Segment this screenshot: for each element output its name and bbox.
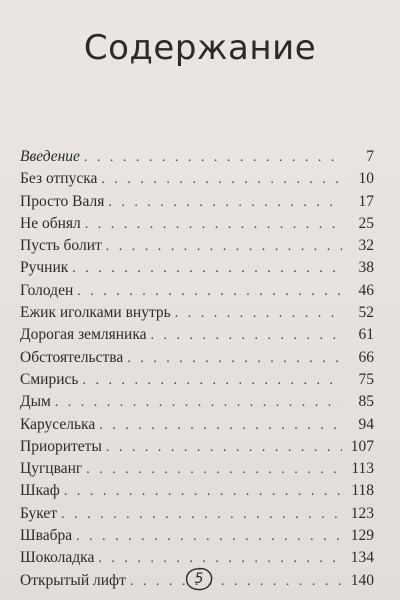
toc-entry	[20, 302, 374, 324]
page-title: Содержание	[83, 27, 317, 68]
dot-leader	[64, 481, 342, 503]
toc-entry-title: Обстоятельства	[20, 348, 124, 366]
dot-leader	[175, 303, 342, 325]
toc-entry-title: Введение	[20, 148, 80, 165]
toc-entry-page: 94	[358, 415, 374, 433]
toc-entry	[20, 480, 374, 502]
dot-leader	[55, 392, 342, 414]
toc-entry-title: Букет	[20, 504, 58, 522]
toc-entry	[20, 503, 374, 525]
toc-entry	[20, 146, 374, 168]
toc-entry-title: Просто Валя	[20, 192, 105, 210]
toc-entry	[20, 414, 374, 436]
toc-entry-page: 118	[351, 482, 374, 500]
dot-leader	[130, 571, 342, 593]
toc-entry	[20, 525, 374, 547]
toc-entry-title: Приоритеты	[20, 437, 102, 455]
dot-leader	[85, 214, 342, 236]
dot-leader	[86, 459, 342, 481]
dot-leader	[151, 325, 342, 347]
toc-entry-title: Шкаф	[20, 482, 60, 500]
dot-leader	[106, 236, 342, 258]
toc-entry-title: Каруселька	[20, 415, 96, 433]
toc-entry-page: 140	[350, 571, 374, 589]
dot-leader	[108, 192, 342, 214]
toc-entry	[20, 280, 374, 302]
toc-entry	[20, 458, 374, 480]
dot-leader	[77, 281, 342, 303]
toc-entry-page: 129	[350, 527, 374, 545]
dot-leader	[101, 169, 342, 191]
toc-entry	[20, 257, 374, 279]
table-of-contents	[20, 146, 374, 592]
dot-leader	[76, 526, 342, 548]
toc-entry	[20, 235, 374, 257]
dot-leader	[98, 548, 342, 570]
toc-entry-page: 10	[358, 170, 374, 188]
toc-entry-page: 38	[358, 259, 374, 277]
dot-leader	[106, 437, 342, 459]
toc-entry-page: 66	[358, 348, 374, 366]
toc-entry	[20, 213, 374, 235]
toc-entry-page: 61	[358, 326, 374, 344]
toc-entry-page: 32	[358, 237, 374, 255]
toc-entry-page: 134	[350, 549, 374, 567]
page-number-text: 5	[194, 571, 204, 587]
page-number	[184, 566, 214, 592]
toc-entry-title: Голоден	[20, 281, 74, 299]
toc-entry-page: 107	[350, 437, 374, 455]
dot-leader	[84, 147, 342, 169]
toc-entry	[20, 191, 374, 213]
toc-entry-title: Открытый лифт	[20, 571, 126, 589]
dot-leader	[82, 370, 342, 392]
dot-leader	[99, 415, 342, 437]
toc-entry-page: 46	[358, 281, 374, 299]
toc-entry-title: Смирись	[20, 370, 79, 388]
toc-entry	[20, 436, 374, 458]
toc-entry	[20, 369, 374, 391]
toc-entry	[20, 168, 374, 190]
dot-leader	[127, 348, 342, 370]
toc-entry-title: Не обнял	[20, 214, 81, 232]
dot-leader	[61, 504, 342, 526]
toc-entry-title: Дым	[20, 393, 51, 411]
toc-entry	[20, 347, 374, 369]
toc-entry-title: Пусть болит	[20, 237, 102, 255]
toc-entry-page: 52	[358, 304, 374, 322]
toc-entry-title: Шоколадка	[20, 549, 95, 567]
dot-leader	[72, 258, 342, 280]
toc-entry-title: Швабра	[20, 527, 73, 545]
toc-entry-title: Ежик иголками внутрь	[20, 304, 171, 322]
toc-entry-page: 113	[351, 460, 374, 478]
toc-entry-title: Цугцванг	[20, 460, 83, 478]
toc-entry-title: Ручник	[20, 259, 69, 277]
toc-entry-page: 123	[350, 504, 374, 522]
toc-entry-title: Дорогая земляника	[20, 326, 147, 344]
toc-entry	[20, 391, 374, 413]
toc-entry-title: Без отпуска	[20, 170, 98, 188]
toc-entry-page: 25	[358, 214, 374, 232]
toc-entry	[20, 324, 374, 346]
toc-entry-page: 85	[358, 393, 374, 411]
toc-entry-page: 75	[358, 370, 374, 388]
toc-entry-page: 7	[366, 148, 374, 165]
toc-entry-page: 17	[358, 192, 374, 210]
